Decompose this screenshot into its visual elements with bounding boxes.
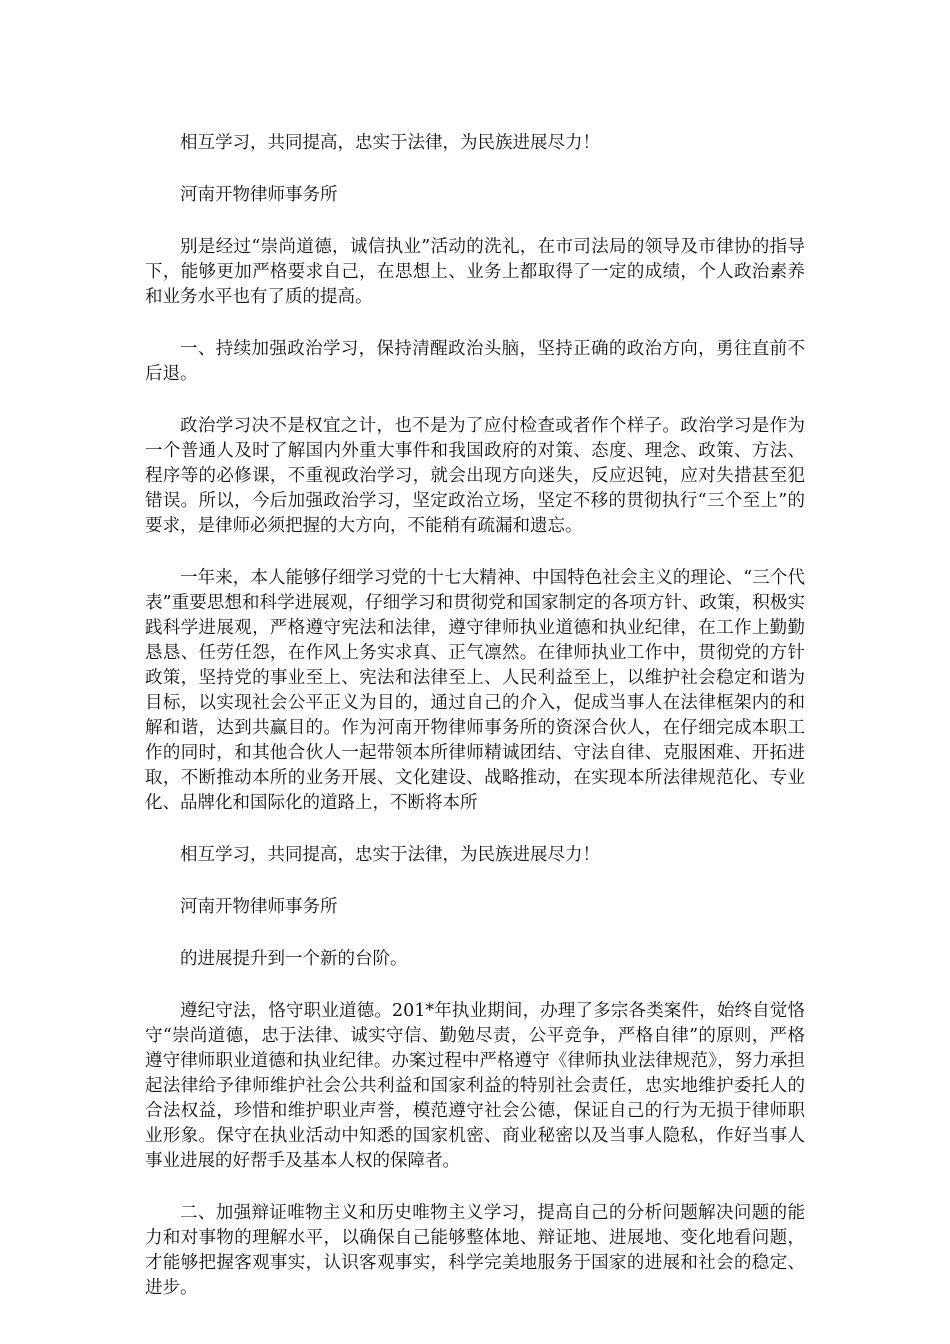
section-heading: 二、加强辩证唯物主义和历史唯物主义学习，提高自己的分析问题解决问题的能力和对事物的理解水平，以确保自己能够整体地、辩证地、进展地、变化地看问题，才能够把握客观事实，认识客观事实，科学完美地服务于国家的进展和社会的稳定、进步。 — [145, 1203, 805, 1298]
section-heading: 一、持续加强政治学习，保持清醒政治头脑，坚持正确的政治方向，勇往直前不后退。 — [145, 339, 805, 384]
paragraph: 河南开物律师事务所 — [180, 897, 338, 917]
paragraph: 的进展提升到一个新的台阶。 — [180, 949, 408, 969]
paragraph: 别是经过“崇尚道德，诚信执业”活动的洗礼，在市司法局的领导及市律协的指导下，能够更加严格要求自己，在思想上、业务上都取得了一定的成绩，个人政治素养和业务水平也有了质的提高。 — [145, 237, 805, 307]
paragraph: 政治学习决不是权宜之计，也不是为了应付检查或者作个样子。政治学习是作为一个普通人及时了解国内外重大事件和我国政府的对策、态度、理念、政策、方法、程序等的必修课，不重视政治学习，就会出现方向迷失，反应迟钝，应对失措甚至犯错误。所以，今后加强政治学习，坚定政治立场，坚定不移的贯彻执行“三个至上”的要求，是律师必须把握的大方向，不能稍有疏漏和遗忘。 — [145, 416, 805, 536]
paragraph: 相互学习，共同提高，忠实于法律，为民族进展尽力！ — [180, 133, 600, 153]
paragraph: 相互学习，共同提高，忠实于法律，为民族进展尽力！ — [180, 845, 600, 865]
paragraph: 一年来，本人能够仔细学习党的十七大精神、中国特色社会主义的理论、“三个代表”重要思想和科学进展观，仔细学习和贯彻党和国家制定的各项方针、政策，积极实践科学进展观，严格遵守宪法和法律，遵守律师执业道德和执业纪律，在工作上勤勤恳恳、任劳任怨，在作风上务实求真、正气凛然。在律师执业工作中，贯彻党的方针政策，坚持党的事业至上、宪法和法律至上、人民利益至上，以维护社会稳定和谐为目标，以实现社会公平正义为目的，通过自己的介入，促成当事人在法律框架内的和解和谐，达到共赢目的。作为河南开物律师事务所的资深合伙人，在仔细完成本职工作的同时，和其他合伙人一起带领本所律师精诚团结、守法自律、克服困难、开拓进取，不断推动本所的业务开展、文化建设、战略推动，在实现本所法律规范化、专业化、品牌化和国际化的道路上，不断将本所 — [145, 568, 805, 813]
paragraph: 河南开物律师事务所 — [180, 185, 338, 205]
document-body — [145, 131, 805, 1328]
paragraph: 遵纪守法，恪守职业道德。201*年执业期间，办理了多宗各类案件，始终自觉恪守“崇尚道德，忠于法律、诚实守信、勤勉尽责，公平竞争，严格自律”的原则，严格遵守律师职业道德和执业纪律。办案过程中严格遵守《律师执业法律规范》，努力承担起法律给予律师维护社会公共利益和国家利益的特别社会责任，忠实地维护委托人的合法权益，珍惜和维护职业声誉，模范遵守社会公德，保证自己的行为无损于律师职业形象。保守在执业活动中知悉的国家机密、商业秘密以及当事人隐私，作好当事人事业进展的好帮手及基本人权的保障者。 — [145, 1001, 805, 1171]
